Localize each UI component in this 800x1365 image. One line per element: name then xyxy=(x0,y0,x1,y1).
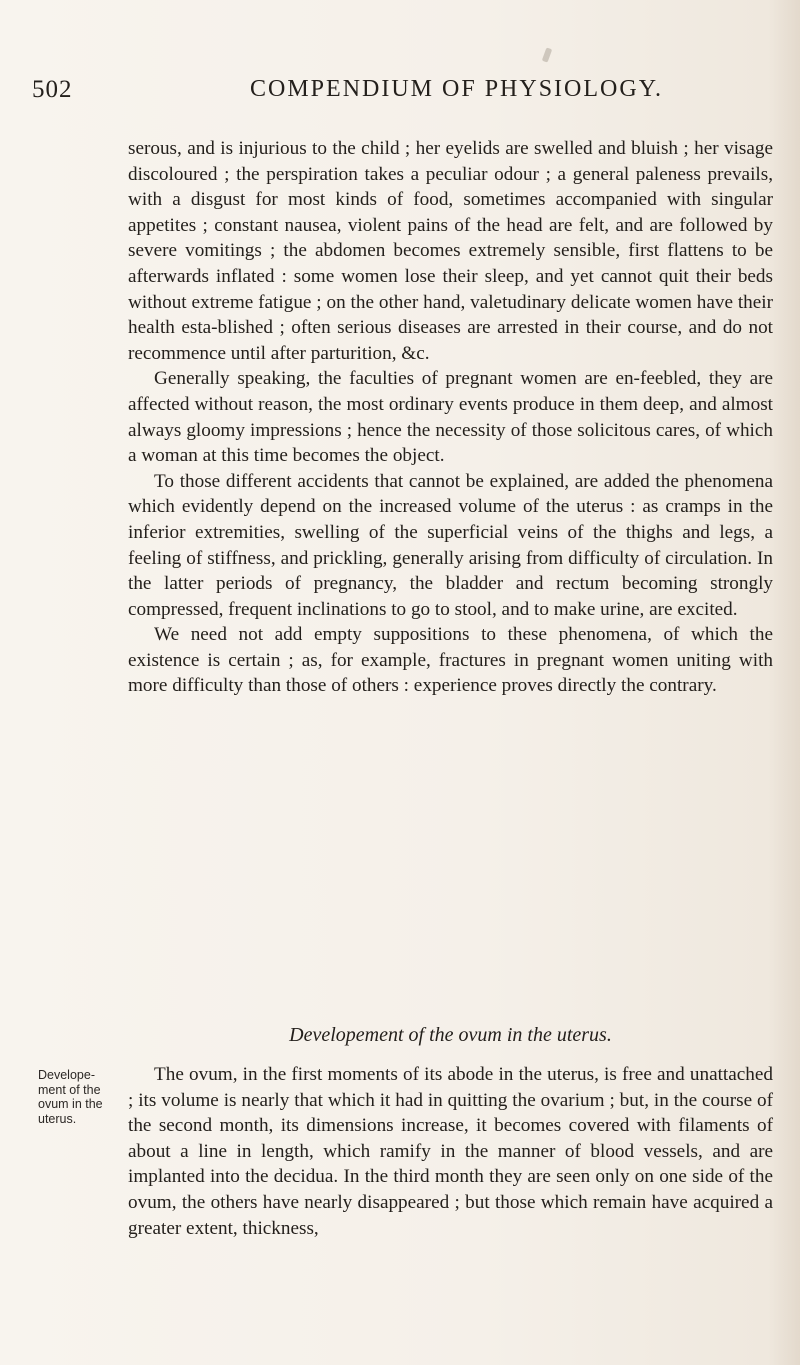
main-text-block xyxy=(128,136,773,699)
section-heading: Developement of the ovum in the uterus. xyxy=(289,1024,612,1046)
margin-note-line: ovum in the xyxy=(38,1097,103,1111)
paragraph: The ovum, in the first moments of its abode in the uterus, is free and unattached ; its volume is nearly that which it had in quitting the ovarium ; but, in the course of the second month, its dimensions increase, it becomes covered with filaments of about a line in length, which ramify in the manner of blood vessels, and are implanted into the decidua. In the third month they are seen only on one side of the ovum, the others have nearly disappeared ; but those which remain have acquired a greater extent, thickness, xyxy=(128,1064,773,1239)
ink-smudge xyxy=(542,47,552,62)
running-head: COMPENDIUM OF PHYSIOLOGY. xyxy=(250,76,663,102)
margin-note xyxy=(38,1068,126,1126)
page-number: 502 xyxy=(32,76,73,103)
paragraph: Generally speaking, the faculties of pregnant women are en-feebled, they are affected without reason, the most ordinary events produce in them deep, and almost always gloomy impressions ; hence the necessity of those solicitous cares, of which a woman at this time becomes the object. xyxy=(128,368,773,467)
paragraph: serous, and is injurious to the child ; her eyelids are swelled and bluish ; her visage discoloured ; the perspiration takes a peculiar odour ; a general paleness prevails, with a disgust for most kinds of food, sometimes accompanied with singular appetites ; constant nausea, violent pains of the head are felt, and are followed by severe vomitings ; the abdomen becomes extremely sensible, first flattens to be afterwards inflated : some women lose their sleep, and yet cannot quit their beds without extreme fatigue ; on the other hand, valetudinary delicate women have their health esta-blished ; often serious diseases are arrested in their course, and do not recommence until after parturition, &c. xyxy=(128,138,773,364)
margin-note-line: Develope- xyxy=(38,1068,95,1082)
page-header xyxy=(0,76,800,116)
paragraph: We need not add empty suppositions to these phenomena, of which the existence is certain ; as, for example, fractures in pregnant women uniting with more difficulty than those of others : experience proves directly the contrary. xyxy=(128,624,773,697)
section-text-block xyxy=(128,1062,773,1241)
margin-note-line: ment of the xyxy=(38,1082,101,1097)
paragraph: To those different accidents that cannot be explained, are added the phenomena which evidently depend on the increased volume of the uterus : as cramps in the inferior extremities, swelling of the superficial veins of the thighs and legs, a feeling of stiffness, and prickling, generally arising from difficulty of circulation. In the latter periods of pregnancy, the bladder and rectum becoming strongly compressed, frequent inclinations to go to stool, and to make urine, are excited. xyxy=(128,470,773,620)
margin-note-line: uterus. xyxy=(38,1111,77,1126)
